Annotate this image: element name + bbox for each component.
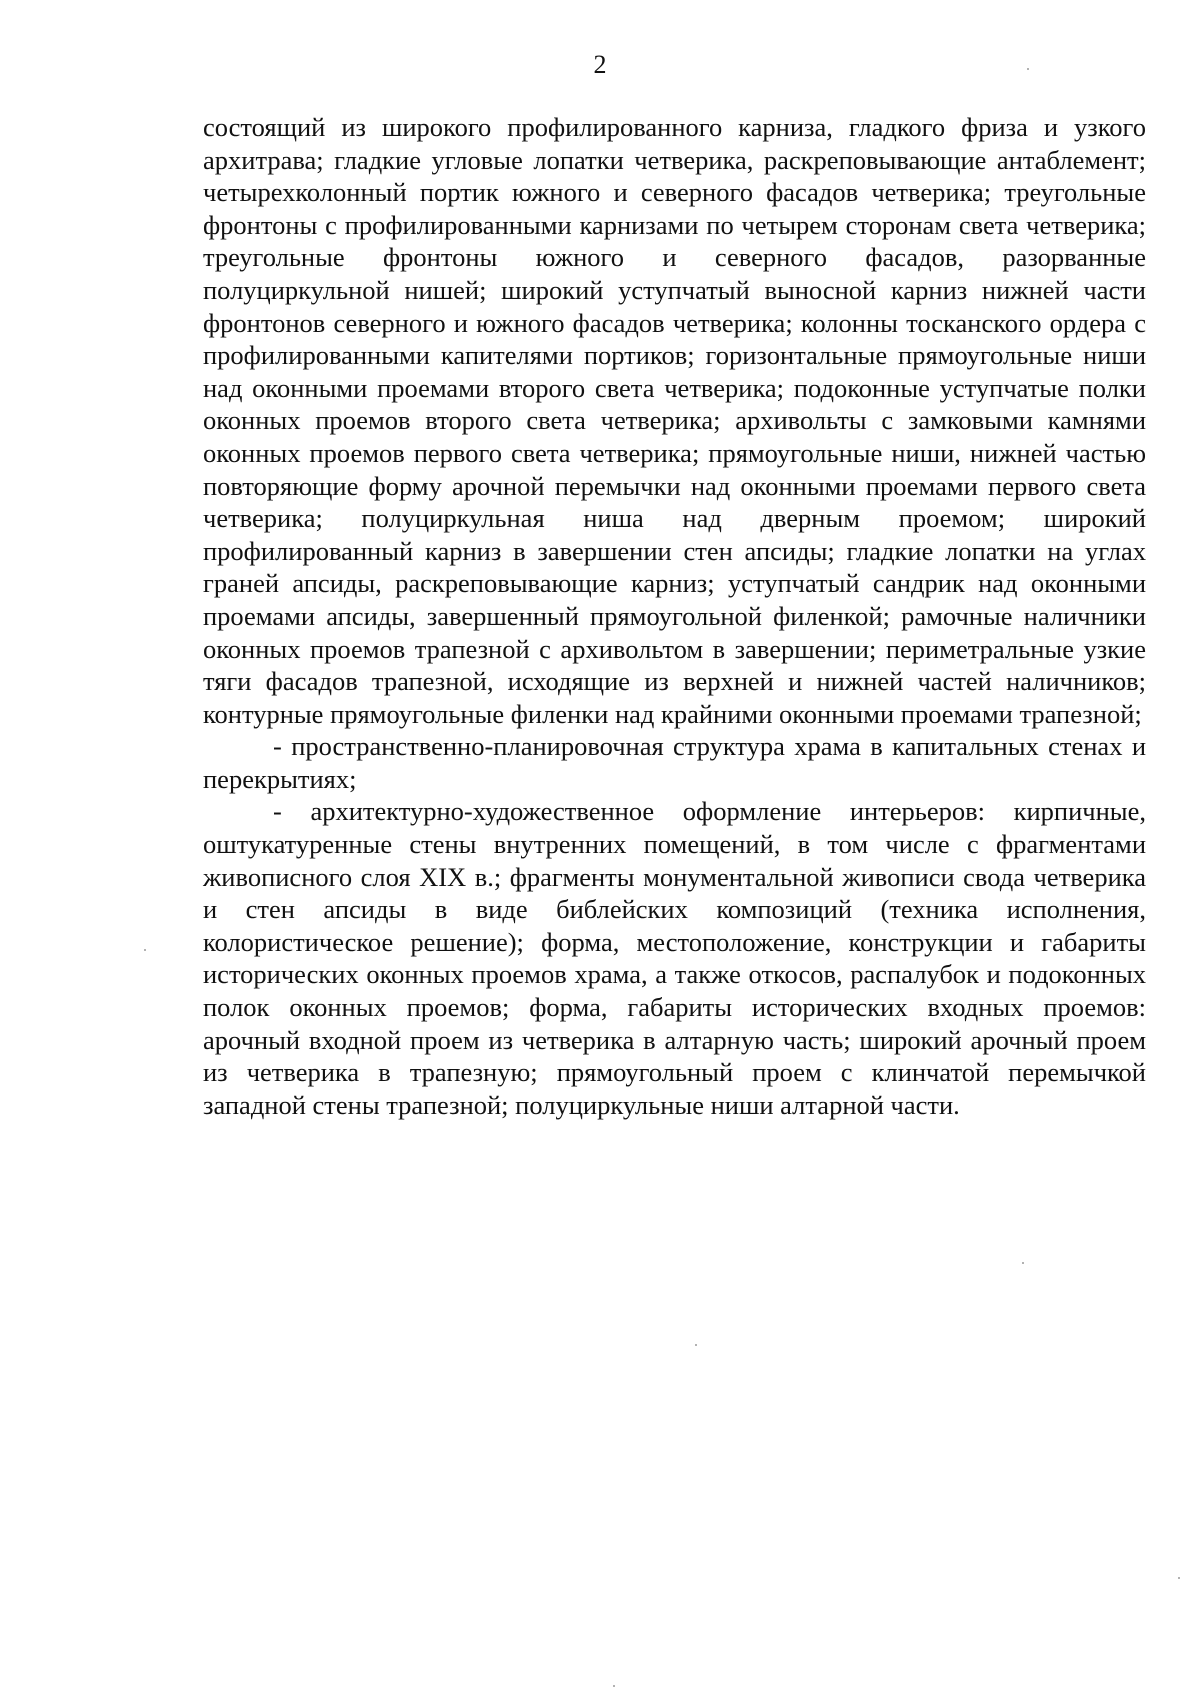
scan-speck — [1178, 1577, 1180, 1579]
paragraph-facade-elements: состоящий из широкого профилированного карниза, гладкого фриза и узкого архитрава; гладкие угловые лопатки четверика, раскреповывающие антаблемент; четырехколонный портик южного и северного фасадов четверика; треугольные фронтоны с профилированными карнизами по четырем сторонам света четверика; треугольные фронтоны южного и северного фасадов, разорванные полуциркульной нишей; широкий уступчатый выносной карниз нижней части фронтонов северного и южного фасадов четверика; колонны тосканского ордера с профилированными капителями портиков; горизонтальные прямоугольные ниши над оконными проемами второго света четверика; подоконные уступчатые полки оконных проемов второго света четверика; архивольты с замковыми камнями оконных проемов первого света четверика; прямоугольные ниши, нижней частью повторяющие форму арочной перемычки над оконными проемами первого света четверика; полуциркульная ниша над дверным проемом; широкий профилированный карниз в завершении стен апсиды; гладкие лопатки на углах граней апсиды, раскреповывающие карниз; уступчатый сандрик над оконными проемами апсиды, завершенный прямоугольной филенкой; рамочные наличники оконных проемов трапезной с архивольтом в завершении; периметральные узкие тяги фасадов трапезной, исходящие из верхней и нижней частей наличников; контурные прямоугольные филенки над крайними оконными проемами трапезной; — [203, 112, 1146, 729]
scan-speck — [613, 1685, 615, 1687]
paragraph-interior-design: - архитектурно-художественное оформление интерьеров: кирпичные, оштукатуренные стены внутренних помещений, в том числе с фрагментами живописного слоя XIX в.; фрагменты монументальной живописи свода четверика и стен апсиды в виде библейских композиций (техника исполнения, колористическое решение); форма, местоположение, конструкции и габариты исторических оконных проемов храма, а также откосов, распалубок и подоконных полок оконных проемов; форма, габариты исторических входных проемов: арочный входной проем из четверика в алтарную часть; широкий арочный проем из четверика в трапезную; прямоугольный проем с клинчатой перемычкой западной стены трапезной; полуциркульные ниши алтарной части. — [203, 796, 1146, 1120]
scan-speck — [1027, 68, 1029, 70]
document-body — [203, 111, 1146, 1121]
scan-speck — [144, 949, 146, 951]
page-number: 2 — [593, 50, 607, 79]
scan-speck — [695, 1344, 697, 1346]
paragraph-spatial-structure: - пространственно-планировочная структура храма в капитальных стенах и перекрытиях; — [203, 731, 1146, 794]
scan-speck — [1022, 1262, 1024, 1264]
